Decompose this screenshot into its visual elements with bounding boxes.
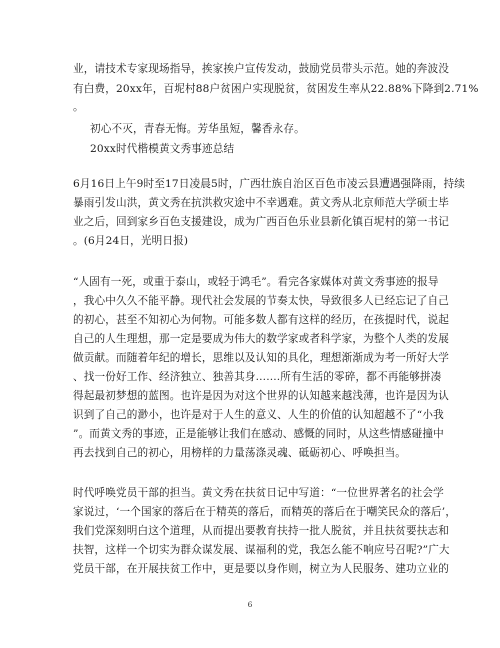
page-number: 6 xyxy=(247,600,253,609)
text-line: 识到了自己的渺小，也许是对于人生的意义、人生的价值的认知超越不了“小我 xyxy=(73,409,444,421)
text-line: 暴雨引发山洪，黄文秀在抗洪救灾途中不幸遇难。黄文秀从北京师范大学硕士毕 xyxy=(73,197,450,209)
text-line: 时代呼唤党员干部的担当。黄文秀在扶贫日记中写道：“一位世界著名的社会学 xyxy=(73,487,444,499)
text-line: 初心不灭，青春无悔。芳华虽短，馨香永存。 xyxy=(90,123,305,135)
section-title: 20xx时代楷模黄文秀事迹总结 xyxy=(90,143,235,155)
text-line: 业，请技术专家现场指导，挨家挨户宣传发动，鼓励党员带头示范。她的奔波没 xyxy=(73,63,450,75)
text-line: 党员干部，在开展扶贫工作中，更是要以身作则，树立为人民服务、建功立业的 xyxy=(73,563,450,575)
text-line: “人固有一死，或重于泰山，或轻于鸿毛”。看完各家媒体对黄文秀事迹的报导 xyxy=(73,276,439,288)
text-line: ”。而黄文秀的事迹，正是能够让我们在感动、感慨的同时，从这些情感碰撞中 xyxy=(73,428,444,440)
text-line: 。 xyxy=(73,101,84,113)
text-line: 业之后，回到家乡百色支援建设，成为广西百色乐业县新化镇百坭村的第一书记 xyxy=(73,216,450,228)
text-line: 6月16日上午9时至17日凌晨5时，广西壮族自治区百色市凌云县遭遇强降雨，持续 xyxy=(73,178,466,190)
text-line: 再去找到自己的初心，用榜样的力量荡涤灵魂、砥砺初心、呼唤担当。 xyxy=(73,447,407,459)
text-line: 得起最初梦想的蓝图。也许是因为对这个世界的认知越来越浅薄，也许是因为认 xyxy=(73,390,450,402)
text-line: 扶智，这样一个切实为群众谋发展、谋福利的党，我怎么能不响应号召呢?”广大 xyxy=(73,544,450,556)
text-line: 我们党深刻明白这个道理，从而提出要教育扶持一批人脱贫，并且扶贫要扶志和 xyxy=(73,525,450,537)
text-line: 有白费，20xx年，百坭村88户贫困户实现脱贫，贫困发生率从22.88%下降到2.71% xyxy=(73,83,479,95)
text-line: 做贡献。而随着年纪的增长，思维以及认知的具化，理想渐渐成为考一所好大学 xyxy=(73,352,450,364)
text-line: 。(6月24日，光明日报) xyxy=(73,235,189,247)
text-line: 自己的人生理想，那一定是要成为伟大的数学家或者科学家，为整个人类的发展 xyxy=(73,333,450,345)
text-line: 、找一份好工作、经济独立、独善其身.......所有生活的零碎，都不再能够拼凑 xyxy=(73,371,442,383)
text-line: ，我心中久久不能平静。现代社会发展的节奏太快，导致很多人已经忘记了自己 xyxy=(73,295,450,307)
text-line: 的初心，甚至不知初心为何物。可能多数人都有这样的经历，在孩提时代，说起 xyxy=(73,314,450,326)
text-line: 家说过，‘一个国家的落后在于精英的落后，而精英的落后在于嘲笑民众的落后’， xyxy=(73,506,457,518)
